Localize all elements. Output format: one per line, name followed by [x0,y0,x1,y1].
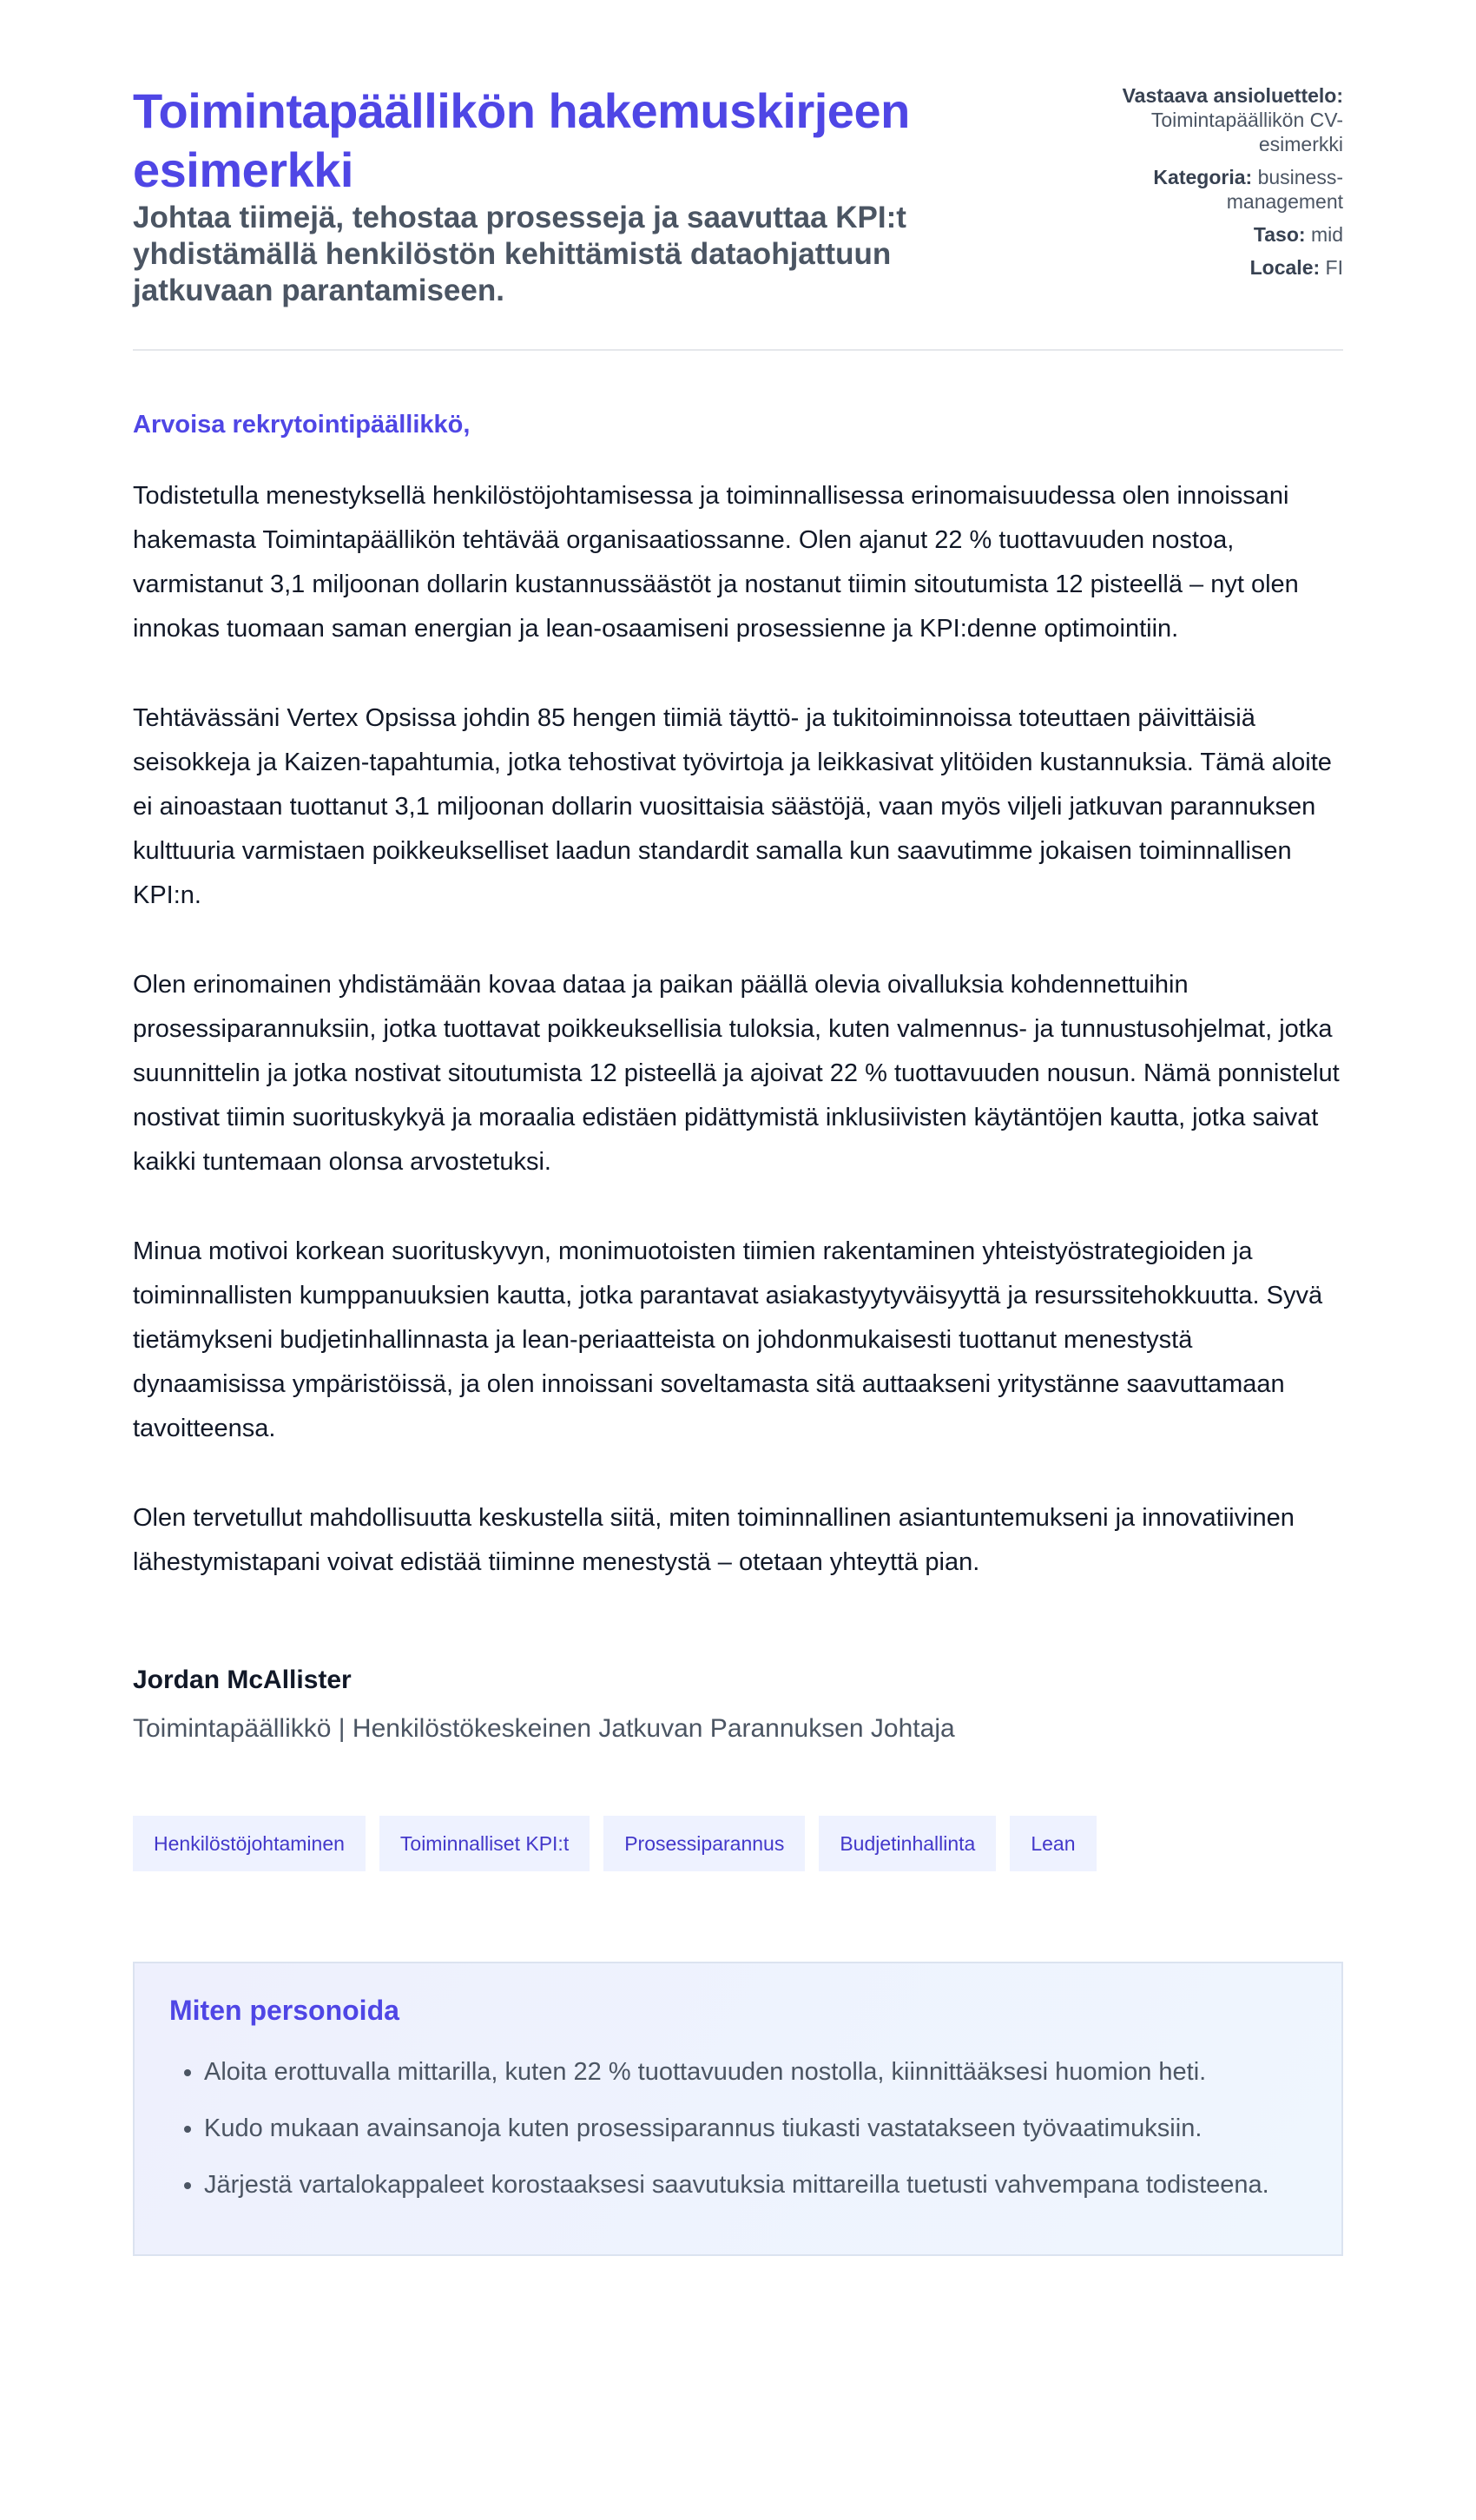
letter-body [133,351,1343,1585]
meta-category-value: business-management [1226,166,1343,213]
meta-panel [1083,82,1343,288]
tips-title: Miten personoida [169,1995,399,2026]
meta-level [1083,222,1343,247]
page-title: Toimintapäällikön hakemuskirjeen esimerkki [133,83,910,197]
tips-list [169,2050,1307,2207]
header-titles [133,82,966,309]
tips-list-item: • Järjestä vartalokappaleet korostaaksesi saavutuksia mittareilla tuetusti vahvempana todisteena. [204,2163,1307,2207]
tips-list-item: • Kudo mukaan avainsanoja kuten prosessiparannus tiukasti vastatakseen työvaatimuksiin. [204,2107,1307,2151]
skill-tag: Toiminnalliset KPI:t [379,1816,590,1871]
signature-name: Jordan McAllister [133,1666,352,1694]
meta-resume [1083,83,1343,156]
skill-tags [133,1816,1343,1871]
meta-category-label: Kategoria: [1153,166,1253,188]
meta-locale-label: Locale: [1249,256,1321,279]
skill-tag: Budjetinhallinta [819,1816,996,1871]
skill-tag: Prosessiparannus [603,1816,805,1871]
letter-paragraph: Olen erinomainen yhdistämään kovaa dataa ja paikan päällä olevia oivalluksia kohdennettuihin prosessiparannuksiin, jotka tuottavat poikkeuksellisia tuloksia, kuten valmennus- ja tunnustusohjelmat, jotka suunnittelin ja jotka nostivat sitoutumista 12 pisteellä ja ajoivat 22 % tuottavuuden nousun. Nämä ponnistelut nostivat tiimin suorituskykyä ja moraalia edistäen pidättymistä inklusiivisten käytäntöjen kautta, jotka saivat kaikki tuntemaan olonsa arvostetuksi. [133,971,1340,1176]
meta-resume-value: Toimintapäällikön CV-esimerkki [1150,109,1343,155]
skill-tag: Lean [1010,1816,1096,1871]
meta-locale [1083,255,1343,280]
meta-category [1083,165,1343,214]
letter-paragraph: Todistetulla menestyksellä henkilöstöjohtamisessa ja toiminnallisessa erinomaisuudessa olen innoissani hakemasta Toimintapäällikön tehtävää organisaatiossanne. Olen ajanut 22 % tuottavuuden nostoa, varmistanut 3,1 miljoonan dollarin kustannussäästöt ja nostanut tiimin sitoutumista 12 pisteellä – nyt olen innokas tuomaan saman energian ja lean-osaamiseni prosessienne ja KPI:denne optimointiin. [133,482,1299,643]
page-header [133,0,1343,351]
meta-locale-value: FI [1325,256,1343,279]
meta-resume-label: Vastaava ansioluettelo: [1122,84,1343,107]
tips-list-item: • Aloita erottuvalla mittarilla, kuten 22 % tuottavuuden nostolla, kiinnittääksesi huomion heti. [204,2050,1307,2095]
meta-level-value: mid [1310,223,1343,246]
salutation: Arvoisa rekrytointipäällikkö, [133,411,471,439]
page-subtitle: Johtaa tiimejä, tehostaa prosesseja ja saavuttaa KPI:t yhdistämällä henkilöstön kehittämistä dataohjattuun jatkuvaan parantamiseen. [133,201,906,307]
letter-paragraph: Tehtävässäni Vertex Opsissa johdin 85 hengen tiimiä täyttö- ja tukitoiminnoissa toteuttaen päivittäisiä seisokkeja ja Kaizen-tapahtumia, jotka tehostivat työvirtoja ja leikkasivat ylitöiden kustannuksia. Tämä aloite ei ainoastaan tuottanut 3,1 miljoonan dollarin vuosittaisia säästöjä, vaan myös viljeli jatkuvan parannuksen kulttuuria varmistaen poikkeukselliset laadun standardit samalla kun saavutimme jokaisen toiminnallisen KPI:n. [133,704,1332,909]
signature-title: Toimintapäällikkö | Henkilöstökeskeinen Jatkuvan Parannuksen Johtaja [133,1714,955,1743]
skill-tag: Henkilöstöjohtaminen [133,1816,366,1871]
letter-paragraph: Minua motivoi korkean suorituskyvyn, monimuotoisten tiimien rakentaminen yhteistyöstrategioiden ja toiminnallisten kumppanuuksien kautta, jotka parantavat asiakastyytyväisyyttä ja resurssitehokkuutta. Syvä tietämykseni budjetinhallinnasta ja lean-periaatteista on johdonmukaisesti tuottanut menestystä dynaamisissa ympäristöissä, ja olen innoissani soveltamasta sitä auttaakseni yritystänne saavuttamaan tavoitteensa. [133,1237,1323,1442]
personalization-tips-box [133,1962,1343,2256]
letter-paragraph: Olen tervetullut mahdollisuutta keskustella siitä, miten toiminnallinen asiantuntemukseni ja innovatiivinen lähestymistapani voivat edistää tiiminne menestystä – otetaan yhteyttä pian. [133,1504,1295,1576]
meta-level-label: Taso: [1253,223,1306,246]
signature-block [133,1663,1343,1746]
